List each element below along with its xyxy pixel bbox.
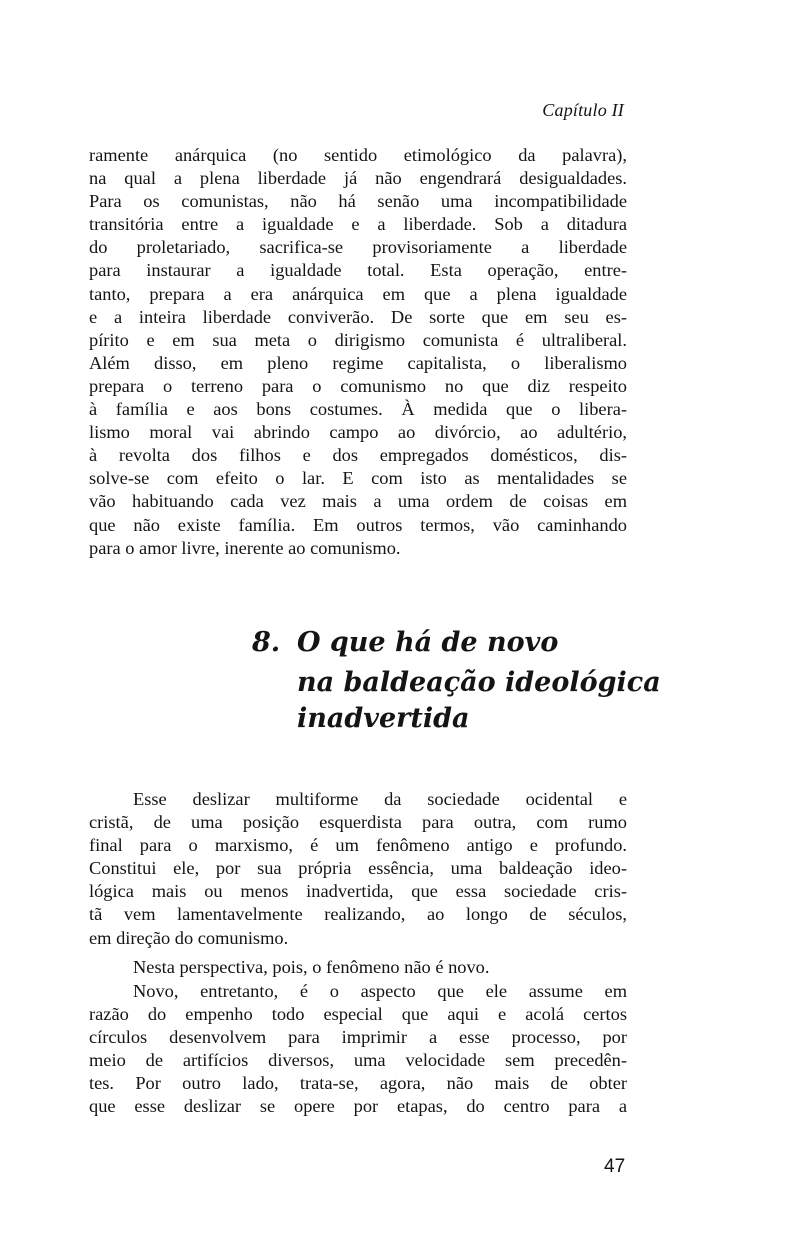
text-line: do proletariado, sacrifica-se provisoriamente a liberdade (89, 237, 627, 258)
text-line: pírito e em sua meta o dirigismo comunista é ultraliberal. (89, 329, 627, 350)
section-title-line: na baldeação ideológica (297, 667, 661, 698)
text-line: círculos desenvolvem para imprimir a esse processo, por (89, 1027, 627, 1048)
text-line: transitória entre a igualdade e a liberdade. Sob a ditadura (89, 214, 627, 235)
text-line: Nesta perspectiva, pois, o fenômeno não é novo. (133, 957, 490, 977)
text-line: Esse deslizar multiforme da sociedade ocidental e (133, 789, 627, 809)
text-line: que não existe família. Em outros termos, vão caminhando (89, 514, 627, 535)
page-number: 47 (604, 1156, 626, 1177)
text-line: tes. Por outro lado, trata-se, agora, não mais de obter (89, 1073, 627, 1094)
text-line: vão habituando cada vez mais a uma ordem de coisas em (89, 491, 627, 512)
running-head: Capítulo II (542, 100, 624, 120)
text-line: na qual a plena liberdade já não engendrará desigualdades. (89, 168, 627, 189)
text-line: para o amor livre, inerente ao comunismo. (89, 537, 401, 558)
text-line: à revolta dos filhos e dos empregados domésticos, dis- (89, 445, 627, 466)
text-line: para instaurar a igualdade total. Esta operação, entre- (89, 260, 627, 281)
text-line: e a inteira liberdade conviverão. De sorte que em seu es- (89, 306, 627, 327)
section-title-line: O que há de novo (297, 627, 559, 658)
text-line: Novo, entretanto, é o aspecto que ele assume em (133, 981, 627, 1001)
paragraph-2 (89, 788, 627, 950)
text-line: lógica mais ou menos inadvertida, que essa sociedade cris- (89, 881, 627, 902)
text-line: solve-se com efeito o lar. E com isto as mentalidades se (89, 468, 627, 489)
text-line: prepara o terreno para o comunismo no que diz respeito (89, 375, 627, 396)
text-line: Para os comunistas, não há senão uma incompatibilidade (89, 191, 627, 212)
paragraph-4 (89, 980, 627, 1119)
text-line: Constitui ele, por sua própria essência, uma baldeação ideo- (89, 858, 627, 879)
section-title-line: inadvertida (297, 703, 470, 734)
text-line: final para o marxismo, é um fenômeno antigo e profundo. (89, 835, 627, 856)
text-line: que esse deslizar se opere por etapas, do centro para a (89, 1096, 627, 1117)
text-line: cristã, de uma posição esquerdista para outra, com rumo (89, 812, 627, 833)
section-number: 8. (252, 627, 281, 658)
text-line: tã vem lamentavelmente realizando, ao longo de séculos, (89, 904, 627, 925)
text-line: à família e aos bons costumes. À medida que o libera- (89, 399, 627, 420)
text-line: lismo moral vai abrindo campo ao divórcio, ao adultério, (89, 422, 627, 443)
text-line: Além disso, em pleno regime capitalista, o liberalismo (89, 352, 627, 373)
text-line: em direção do comunismo. (89, 927, 289, 948)
paragraph-1 (89, 144, 627, 560)
text-line: razão do empenho todo especial que aqui e acolá certos (89, 1004, 627, 1025)
text-line: meio de artifícios diversos, uma velocidade sem precedên- (89, 1050, 627, 1071)
text-line: ramente anárquica (no sentido etimológico da palavra), (89, 145, 627, 165)
paragraph-3 (89, 956, 627, 979)
text-line: tanto, prepara a era anárquica em que a plena igualdade (89, 283, 627, 304)
